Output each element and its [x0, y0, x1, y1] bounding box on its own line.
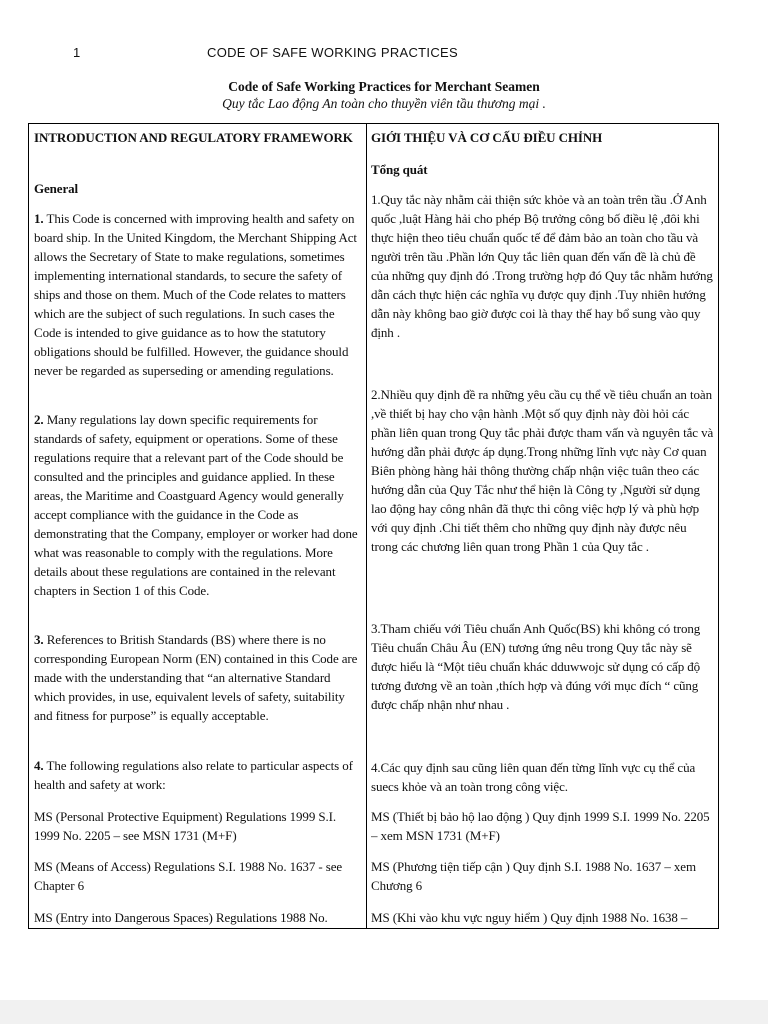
document-title: Code of Safe Working Practices for Merchant Seamen — [228, 79, 540, 94]
subheading-vi: Tổng quát — [371, 162, 428, 177]
bilingual-table — [28, 123, 719, 929]
page-number: 1 — [73, 45, 81, 60]
column-divider — [366, 124, 367, 928]
paragraph-2-en — [34, 410, 360, 600]
regulation-1-en: MS (Personal Protective Equipment) Regulations 1999 S.I. 1999 No. 2205 – see MSN 1731 (M+F) — [34, 809, 337, 843]
regulation-1-vi: MS (Thiết bị bảo hộ lao động ) Quy định 1999 S.I. 1999 No. 2205 – xem MSN 1731 (M+F) — [371, 809, 710, 843]
page-bottom-bar — [0, 1000, 768, 1024]
paragraph-3-vi: 3.Tham chiếu với Tiêu chuẩn Anh Quốc(BS) khi không có trong Tiêu chuẩn Châu Âu (EN) tương ứng nêu trong Quy tắc này sẽ được hiểu là “Một tiêu chuẩn khác dduwwojc sử dụng có cấp độ tương đương về an toàn ,thích hợp và đúng với mục đích “ cũng được chấp nhận như nhau . — [371, 621, 701, 712]
regulation-3-en: MS (Entry into Dangerous Spaces) Regulations 1988 No. — [34, 910, 328, 925]
paragraph-1-vi: 1.Quy tắc này nhằm cải thiện sức khỏe và an toàn trên tầu .Ở Anh quốc ,luật Hàng hải cho phép Bộ trưởng công bố điều lệ ,đôi khi thực hiện theo tiêu chuẩn quốc tế để đảm bảo an toàn cho tầu và người trên tầu .Phần lớn Quy tắc liên quan đến vấn đề là chủ đề của những quy định đó .Trong trường hợp đó Quy tắc nhằm hướng dẫn cách thực hiện các nghĩa vụ được quy định .Tuy nhiên hướng dẫn này không bao giờ được coi là thay thế hay bổ sung vào quy định . — [371, 192, 713, 340]
paragraph-number: 1. — [34, 211, 44, 226]
english-column — [34, 124, 360, 928]
running-head — [0, 45, 768, 65]
paragraph-number: 4. — [34, 758, 44, 773]
subheading-en: General — [34, 181, 79, 196]
paragraph-text: The following regulations also relate to particular aspects of health and safety at work: — [34, 758, 353, 792]
paragraph-3-en — [34, 630, 360, 725]
paragraph-4-vi: 4.Các quy định sau cũng liên quan đến từng lĩnh vực cụ thể của suecs khỏe và an toàn trong công việc. — [371, 760, 696, 794]
paragraph-4-en — [34, 756, 360, 794]
regulation-2-vi: MS (Phương tiện tiếp cận ) Quy định S.I. 1988 No. 1637 – xem Chương 6 — [371, 859, 696, 893]
paragraph-number: 2. — [34, 412, 44, 427]
vietnamese-column — [371, 124, 715, 928]
paragraph-1-en — [34, 209, 360, 380]
running-head-title: CODE OF SAFE WORKING PRACTICES — [207, 45, 458, 60]
paragraph-2-vi: 2.Nhiều quy định đề ra những yêu cầu cụ thể về tiêu chuẩn an toàn ,về thiết bị hay cho vận hành .Một số quy định này đòi hỏi các phần liên quan trong Quy tắc phải được tham vấn và nguyên tắc và hướng dẫn phải được áp dụng.Trong những lĩnh vực này Cơ quan Biên phòng hàng hải thông thường chấp nhận việc tuân theo các hướng dẫn của Quy Tắc như thể hiện là Công ty ,Người sử dụng lao động hay công nhân đã thực thi công việc hợp lý và phù hợp với quy định .Chi tiết thêm cho những quy định này được nêu trong các chương liên quan trong Phần 1 của Quy tắc . — [371, 387, 714, 554]
paragraph-text: References to British Standards (BS) where there is no corresponding European Norm (EN) contained in this Code are made with the understanding that “an alternative Standard which provides, in use, equivalent levels of safety, suitability and fitness for purpose” is equally acceptable. — [34, 632, 358, 723]
title-block — [0, 78, 768, 112]
regulation-2-en: MS (Means of Access) Regulations S.I. 1988 No. 1637 - see Chapter 6 — [34, 859, 343, 893]
paragraph-number: 3. — [34, 632, 44, 647]
section-heading-vi: GIỚI THIỆU VÀ CƠ CẤU ĐIỀU CHỈNH — [371, 130, 603, 145]
section-heading-en: INTRODUCTION AND REGULATORY FRAMEWORK — [34, 130, 353, 145]
regulation-3-vi: MS (Khi vào khu vực nguy hiểm ) Quy định 1988 No. 1638 – — [371, 910, 688, 925]
paragraph-text: This Code is concerned with improving health and safety on board ship. In the United Kingdom, the Merchant Shipping Act allows the Secretary of State to make regulations, sometimes implementing international standards, to secure the safety of ships and those on them. Much of the Code relates to matters which are the subject of such regulations. In such cases the Code is intended to give guidance as to how the statutory obligations should be fulfilled. However, the guidance should never be regarded as superseding or amending regulations. — [34, 211, 357, 378]
paragraph-text: Many regulations lay down specific requirements for standards of safety, equipment or operations. Some of these regulations require that a relevant part of the Code should be consulted and the principles and guidance applied. In these areas, the Maritime and Coastguard Agency would generally accept compliance with the guidance in the Code as demonstrating that the Company, employer or worker had done what was reasonable to comply with the regulations. More details about these regulations are contained in the relevant chapters in Section 1 of this Code. — [34, 412, 358, 598]
document-subtitle: Quy tắc Lao động An toàn cho thuyền viên tầu thương mại . — [222, 96, 546, 111]
